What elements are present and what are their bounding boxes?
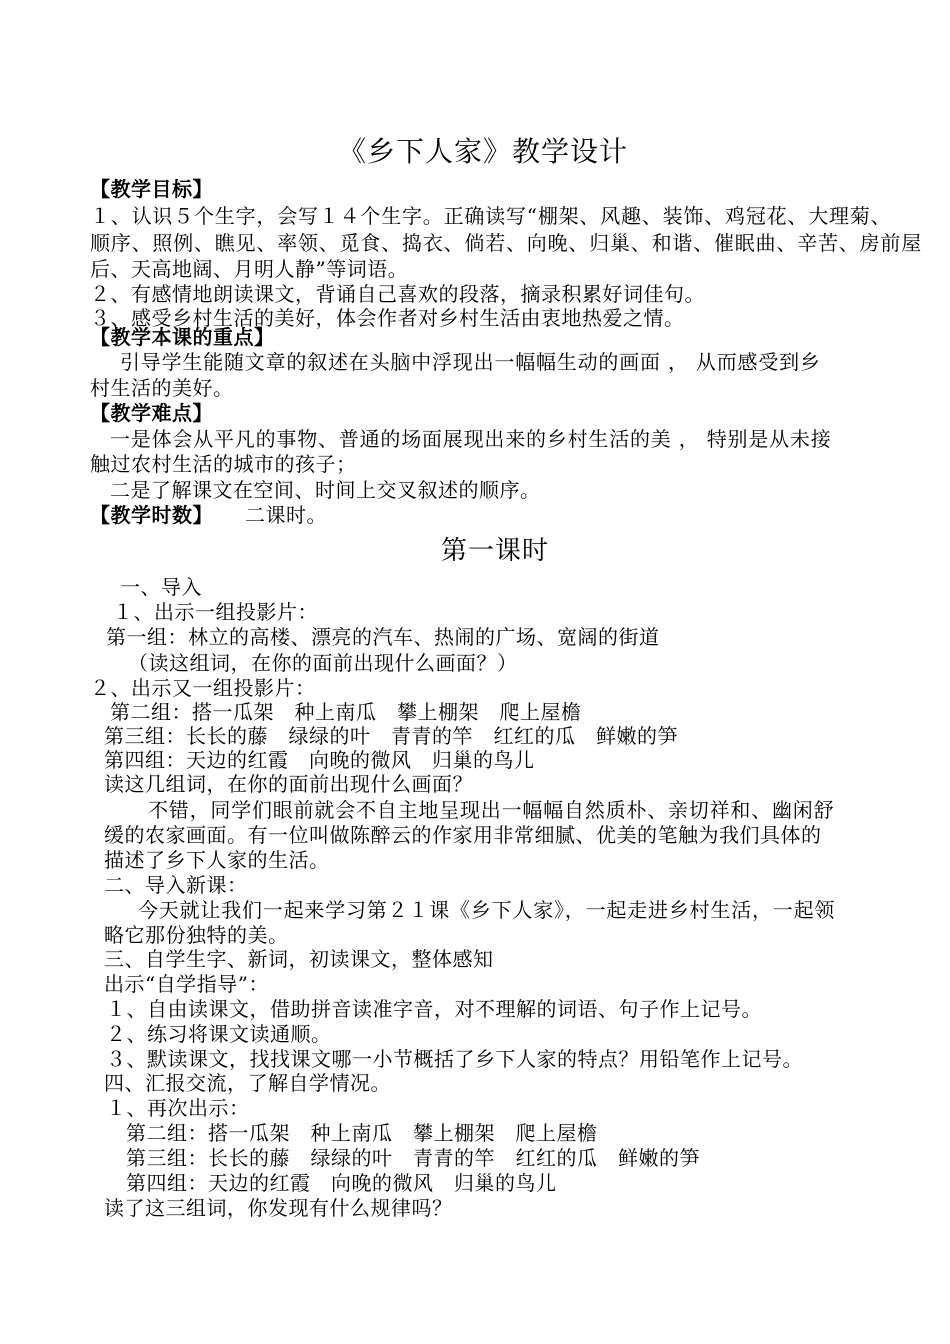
objectives-line: 后、天高地阔、月明人静”等词语。 <box>90 257 409 281</box>
objectives-line: 顺序、照例、瞧见、率领、觅食、捣衣、倘若、向晚、归巢、和谐、催眠曲、辛苦、房前屋 <box>90 231 922 255</box>
difficulty-heading: 【教学难点】 <box>90 401 213 425</box>
lesson1-line: 第一组：林立的高楼、漂亮的汽车、热闹的广场、宽阔的街道 <box>106 625 660 649</box>
lesson1-line: 三、自学生字、新词，初读课文，整体感知 <box>104 947 494 971</box>
lesson1-line: 不错，同学们眼前就会不自主地呈现出一幅幅自然质朴、亲切祥和、幽闲舒 <box>148 798 835 822</box>
lesson1-line: ３、默读课文，找找课文哪一小节概括了乡下人家的特点？用铅笔作上记号。 <box>106 1047 803 1071</box>
difficulty-line: 触过农村生活的城市的孩子； <box>90 452 357 476</box>
document-title: 《乡下人家》教学设计 <box>338 135 629 168</box>
lesson1-line: 出示“自学指导”： <box>104 972 269 996</box>
lesson1-line: 第三组：长长的藤 绿绿的叶 青青的竿 红红的瓜 鲜嫩的笋 <box>126 1146 700 1170</box>
lesson1-line: 略它那份独特的美。 <box>104 923 289 947</box>
difficulty-line: 一是体会从平凡的事物、普通的场面展现出来的乡村生活的美 ， 特别是从未接 <box>110 427 832 451</box>
difficulty-line: 二是了解课文在空间、时间上交叉叙述的顺序。 <box>110 478 541 502</box>
objectives-line: １、认识５个生字，会写１４个生字。正确读写“棚架、风趣、装饰、鸡冠花、大理菊、 <box>90 204 892 228</box>
lesson1-line: 第二组：搭一瓜架 种上南瓜 攀上棚架 爬上屋檐 <box>110 700 582 724</box>
lesson1-line: 缓的农家画面。有一位叫做陈醉云的作家用非常细腻、优美的笔触为我们具体的 <box>104 823 822 847</box>
lesson1-line: ２、练习将课文读通顺。 <box>106 1022 332 1046</box>
key-point-line: 村生活的美好。 <box>90 376 234 400</box>
lesson1-line: 一、导入 <box>120 575 202 599</box>
objectives-heading: 【教学目标】 <box>90 177 213 201</box>
lesson1-line: 第三组：长长的藤 绿绿的叶 青青的竿 红红的瓜 鲜嫩的笋 <box>104 724 678 748</box>
objectives-line: ３、感受乡村生活的美好，体会作者对乡村生活由衷地热爱之情。 <box>90 306 685 330</box>
key-point-line: 引导学生能随文章的叙述在头脑中浮现出一幅幅生动的画面 ， 从而感受到乡 <box>120 350 821 374</box>
lesson1-line: １、再次出示： <box>106 1096 250 1120</box>
lesson1-line: ２、出示又一组投影片： <box>90 676 316 700</box>
hours-value: 二课时。 <box>245 503 327 527</box>
lesson1-line: 描述了乡下人家的生活。 <box>104 848 330 872</box>
lesson1-line: 第二组：搭一瓜架 种上南瓜 攀上棚架 爬上屋檐 <box>126 1121 598 1145</box>
lesson1-line: １、出示一组投影片： <box>113 600 318 624</box>
lesson1-line: 今天就让我们一起来学习第２１课《乡下人家》，一起走进乡村生活，一起领 <box>138 898 836 922</box>
lesson1-line: 四、汇报交流，了解自学情况。 <box>104 1071 391 1095</box>
lesson1-line: 读了这三组词，你发现有什么规律吗？ <box>104 1196 453 1220</box>
hours-heading: 【教学时数】 <box>90 503 213 527</box>
lesson1-line: （读这组词，在你的面前出现什么画面？） <box>128 651 518 675</box>
lesson1-line: 读这几组词，在你的面前出现什么画面？ <box>104 772 473 796</box>
objectives-line: ２、有感情地朗读课文，背诵自己喜欢的段落，摘录积累好词佳句。 <box>90 282 705 306</box>
lesson1-title: 第一课时 <box>441 536 550 566</box>
lesson1-line: 二、导入新课： <box>104 873 248 897</box>
lesson1-line: 第四组：天边的红霞 向晚的微风 归巢的鸟儿 <box>104 748 535 772</box>
lesson1-line: １、自由读课文，借助拼音读准字音，对不理解的词语、句子作上记号。 <box>106 997 762 1021</box>
lesson1-line: 第四组：天边的红霞 向晚的微风 归巢的鸟儿 <box>126 1171 557 1195</box>
key-point-heading: 【教学本课的重点】 <box>90 325 275 349</box>
